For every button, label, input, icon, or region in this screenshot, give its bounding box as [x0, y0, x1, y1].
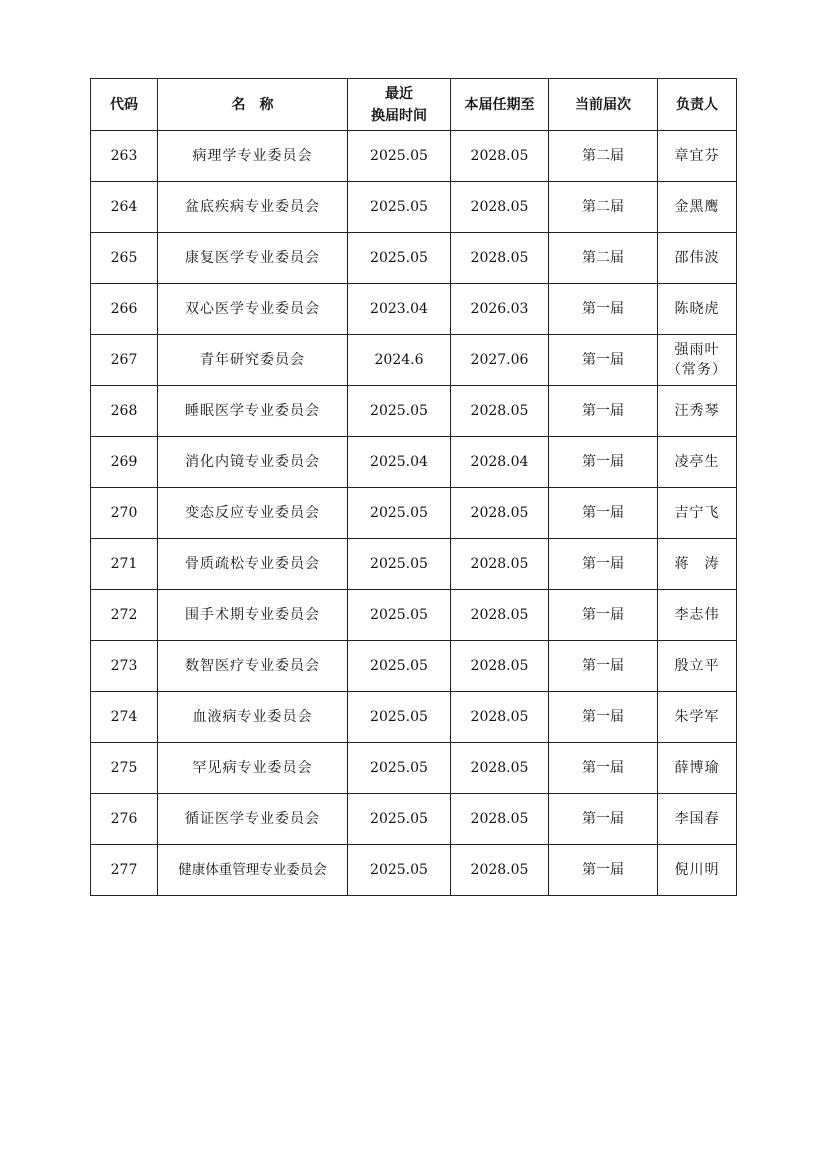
cell-name: 罕见病专业委员会 [158, 743, 348, 794]
cell-term-until: 2028.05 [451, 233, 549, 284]
table-row [91, 284, 737, 335]
cell-current-term: 第一届 [549, 590, 658, 641]
cell-code: 266 [91, 284, 158, 335]
leader-name: 殷立平 [674, 658, 720, 674]
header-code: 代码 [91, 79, 158, 131]
header-name: 名 称 [158, 79, 348, 131]
cell-current-term: 第一届 [549, 539, 658, 590]
cell-current-term: 第一届 [549, 386, 658, 437]
cell-code: 264 [91, 182, 158, 233]
cell-term-until: 2028.05 [451, 386, 549, 437]
cell-name: 数智医疗专业委员会 [158, 641, 348, 692]
leader-name: 朱学军 [674, 709, 720, 725]
leader-name: 薛博瑜 [674, 760, 720, 776]
leader-name: 吉宁飞 [674, 505, 720, 521]
cell-term-until: 2026.03 [451, 284, 549, 335]
cell-term-until: 2028.05 [451, 692, 549, 743]
header-row [91, 79, 737, 131]
header-term-until: 本届任期至 [451, 79, 549, 131]
header-recent-change [348, 79, 451, 131]
table-row [91, 437, 737, 488]
cell-code: 274 [91, 692, 158, 743]
table-row [91, 845, 737, 896]
cell-name: 睡眠医学专业委员会 [158, 386, 348, 437]
cell-code: 263 [91, 131, 158, 182]
table-row [91, 182, 737, 233]
cell-name: 消化内镜专业委员会 [158, 437, 348, 488]
cell-recent-change: 2025.05 [348, 131, 451, 182]
cell-term-until: 2028.05 [451, 743, 549, 794]
cell-leader [658, 539, 737, 590]
cell-current-term: 第一届 [549, 794, 658, 845]
cell-current-term: 第一届 [549, 284, 658, 335]
cell-code: 272 [91, 590, 158, 641]
cell-leader [658, 590, 737, 641]
cell-leader [658, 743, 737, 794]
cell-leader [658, 641, 737, 692]
cell-recent-change: 2025.05 [348, 845, 451, 896]
cell-leader [658, 284, 737, 335]
cell-recent-change: 2025.05 [348, 743, 451, 794]
cell-code: 269 [91, 437, 158, 488]
leader-name: 凌亭生 [674, 454, 720, 470]
cell-code: 273 [91, 641, 158, 692]
leader-name: 邵伟波 [674, 250, 720, 266]
cell-term-until: 2028.05 [451, 131, 549, 182]
header-leader: 负责人 [658, 79, 737, 131]
cell-name: 病理学专业委员会 [158, 131, 348, 182]
leader-name: 倪川明 [674, 862, 720, 878]
leader-name: 强雨叶 [674, 342, 720, 358]
cell-leader [658, 335, 737, 386]
cell-recent-change: 2023.04 [348, 284, 451, 335]
leader-name: 李志伟 [674, 607, 720, 623]
cell-recent-change: 2025.05 [348, 386, 451, 437]
cell-current-term: 第一届 [549, 692, 658, 743]
committee-table [90, 78, 737, 896]
cell-recent-change: 2024.6 [348, 335, 451, 386]
cell-leader [658, 794, 737, 845]
leader-name: 金黑鹰 [674, 199, 720, 215]
cell-name: 循证医学专业委员会 [158, 794, 348, 845]
cell-name: 康复医学专业委员会 [158, 233, 348, 284]
cell-name: 青年研究委员会 [158, 335, 348, 386]
cell-current-term: 第一届 [549, 488, 658, 539]
cell-leader [658, 845, 737, 896]
cell-recent-change: 2025.04 [348, 437, 451, 488]
cell-recent-change: 2025.05 [348, 794, 451, 845]
table-row [91, 743, 737, 794]
header-recent-change-line2: 换届时间 [371, 107, 427, 124]
table-row [91, 233, 737, 284]
cell-code: 265 [91, 233, 158, 284]
cell-leader [658, 131, 737, 182]
cell-recent-change: 2025.05 [348, 182, 451, 233]
leader-note: （常务） [667, 362, 727, 378]
leader-name: 李国春 [674, 811, 720, 827]
table-header [91, 79, 737, 131]
cell-recent-change: 2025.05 [348, 590, 451, 641]
cell-term-until: 2027.06 [451, 335, 549, 386]
cell-name: 血液病专业委员会 [158, 692, 348, 743]
cell-name: 变态反应专业委员会 [158, 488, 348, 539]
leader-name: 陈晓虎 [674, 301, 720, 317]
cell-leader [658, 386, 737, 437]
leader-name: 蒋 涛 [674, 556, 720, 572]
cell-leader [658, 692, 737, 743]
cell-leader [658, 182, 737, 233]
cell-current-term: 第一届 [549, 743, 658, 794]
cell-leader [658, 437, 737, 488]
cell-name: 健康体重管理专业委员会 [158, 845, 348, 896]
cell-recent-change: 2025.05 [348, 233, 451, 284]
table-row [91, 335, 737, 386]
cell-recent-change: 2025.05 [348, 539, 451, 590]
cell-code: 271 [91, 539, 158, 590]
cell-current-term: 第二届 [549, 233, 658, 284]
cell-code: 270 [91, 488, 158, 539]
leader-name: 章宜芬 [674, 148, 720, 164]
cell-name: 双心医学专业委员会 [158, 284, 348, 335]
table-row [91, 641, 737, 692]
cell-code: 277 [91, 845, 158, 896]
table-row [91, 131, 737, 182]
cell-code: 276 [91, 794, 158, 845]
leader-name: 汪秀琴 [674, 403, 720, 419]
cell-recent-change: 2025.05 [348, 488, 451, 539]
table-row [91, 488, 737, 539]
cell-code: 267 [91, 335, 158, 386]
cell-term-until: 2028.05 [451, 845, 549, 896]
cell-term-until: 2028.05 [451, 539, 549, 590]
cell-current-term: 第一届 [549, 437, 658, 488]
cell-term-until: 2028.05 [451, 590, 549, 641]
table-row [91, 794, 737, 845]
table-row [91, 590, 737, 641]
cell-term-until: 2028.05 [451, 488, 549, 539]
cell-name: 盆底疾病专业委员会 [158, 182, 348, 233]
cell-current-term: 第二届 [549, 182, 658, 233]
cell-code: 268 [91, 386, 158, 437]
table-row [91, 692, 737, 743]
cell-leader [658, 233, 737, 284]
cell-recent-change: 2025.05 [348, 692, 451, 743]
cell-leader [658, 488, 737, 539]
header-current-term: 当前届次 [549, 79, 658, 131]
cell-code: 275 [91, 743, 158, 794]
table-row [91, 386, 737, 437]
cell-current-term: 第二届 [549, 131, 658, 182]
cell-current-term: 第一届 [549, 641, 658, 692]
cell-recent-change: 2025.05 [348, 641, 451, 692]
cell-term-until: 2028.04 [451, 437, 549, 488]
cell-current-term: 第一届 [549, 335, 658, 386]
cell-current-term: 第一届 [549, 845, 658, 896]
cell-term-until: 2028.05 [451, 641, 549, 692]
table-body [91, 131, 737, 896]
cell-term-until: 2028.05 [451, 794, 549, 845]
header-recent-change-line1: 最近 [385, 85, 413, 102]
cell-name: 围手术期专业委员会 [158, 590, 348, 641]
table-row [91, 539, 737, 590]
cell-name: 骨质疏松专业委员会 [158, 539, 348, 590]
cell-term-until: 2028.05 [451, 182, 549, 233]
